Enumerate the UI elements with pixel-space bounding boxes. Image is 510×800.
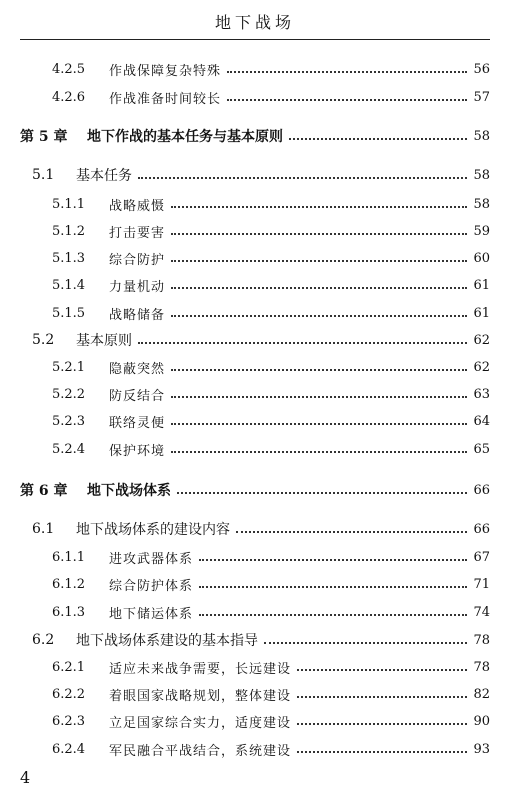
toc-entry-section (32, 164, 490, 186)
toc-entry-number: 6.2.1 (52, 659, 86, 675)
toc-entry-section (32, 329, 490, 351)
toc-entry-page: 65 (473, 441, 490, 457)
toc-entry-number: 6.2.4 (52, 741, 86, 757)
toc-leader-dots (138, 342, 467, 344)
toc-entry-chapter (20, 479, 490, 501)
toc-leader-dots (227, 71, 467, 73)
toc-leader-dots (297, 723, 467, 725)
toc-entry-title: 地下储运体系 (109, 606, 194, 622)
toc-entry-title: 地下战场体系 (87, 483, 171, 499)
toc-leader-dots (289, 138, 467, 140)
toc-entry-number: 第 5 章 (20, 129, 68, 145)
toc-entry-section (32, 518, 490, 540)
toc-entry-title: 适应未来战争需要，长远建设 (109, 661, 292, 677)
toc-entry-page: 61 (473, 305, 490, 321)
toc-entry-number: 6.2.2 (52, 686, 86, 702)
toc-entry-number: 5.1 (32, 167, 55, 183)
toc-entry-sub (52, 220, 490, 242)
toc-entry-page: 93 (473, 741, 490, 757)
toc-entry-number: 6.1 (32, 521, 55, 537)
toc-entry-sub (52, 710, 490, 732)
toc-entry-page: 58 (473, 128, 490, 144)
toc-entry-sub (52, 546, 490, 568)
toc-leader-dots (171, 206, 467, 208)
toc-entry-section (32, 629, 490, 651)
toc-entry-number: 4.2.6 (52, 89, 86, 105)
toc-leader-dots (171, 233, 467, 235)
toc-entry-page: 58 (473, 196, 490, 212)
toc-entry-title: 立足国家综合实力，适度建设 (109, 715, 292, 731)
toc-entry-page: 64 (473, 413, 490, 429)
toc-entry-number: 5.1.1 (52, 196, 86, 212)
toc-entry-number: 5.2.4 (52, 441, 86, 457)
toc-entry-number: 6.1.2 (52, 576, 86, 592)
toc-entry-sub (52, 193, 490, 215)
page-number: 4 (20, 768, 31, 787)
toc-entry-title: 地下作战的基本任务与基本原则 (87, 129, 283, 145)
toc-entry-chapter (20, 125, 490, 147)
toc-entry-sub (52, 438, 490, 460)
toc-entry-sub (52, 601, 490, 623)
toc-entry-sub (52, 683, 490, 705)
toc-entry-page: 74 (473, 604, 490, 620)
toc-entry-page: 71 (473, 576, 490, 592)
toc-entry-title: 战略储备 (109, 307, 166, 323)
toc-entry-title: 联络灵便 (109, 415, 166, 431)
toc-leader-dots (138, 177, 467, 179)
toc-leader-dots (171, 260, 467, 262)
toc-entry-number: 4.2.5 (52, 61, 86, 77)
toc-leader-dots (171, 451, 467, 453)
toc-entry-sub (52, 302, 490, 324)
toc-leader-dots (171, 369, 467, 371)
toc-entry-number: 5.2.3 (52, 413, 86, 429)
toc-entry-title: 进攻武器体系 (109, 551, 194, 567)
toc-entry-page: 61 (473, 277, 490, 293)
toc-entry-title: 综合防护体系 (109, 578, 194, 594)
toc-entry-page: 60 (473, 250, 490, 266)
toc-entry-number: 第 6 章 (20, 483, 68, 499)
toc-entry-page: 78 (473, 632, 490, 648)
toc-entry-page: 58 (473, 167, 490, 183)
toc-entry-title: 综合防护 (109, 252, 166, 268)
toc-leader-dots (297, 751, 467, 753)
toc-entry-number: 5.1.5 (52, 305, 86, 321)
toc-leader-dots (227, 99, 467, 101)
toc-entry-title: 战略威慑 (109, 198, 166, 214)
toc-entry-sub (52, 383, 490, 405)
running-header-title: 地下战场 (214, 13, 295, 32)
toc-entry-number: 5.1.2 (52, 223, 86, 239)
toc-leader-dots (177, 492, 467, 494)
toc-entry-title: 军民融合平战结合，系统建设 (109, 743, 292, 759)
toc-entry-title: 隐蔽突然 (109, 361, 166, 377)
toc-entry-number: 5.2.1 (52, 359, 86, 375)
toc-entry-title: 地下战场体系建设的基本指导 (76, 633, 258, 649)
toc-entry-number: 5.2 (32, 332, 55, 348)
toc-entry-sub (52, 356, 490, 378)
toc-entry-title: 地下战场体系的建设内容 (76, 522, 230, 538)
toc-entry-page: 57 (473, 89, 490, 105)
toc-entry-title: 基本任务 (76, 168, 132, 184)
toc-entry-sub (52, 274, 490, 296)
toc-leader-dots (171, 287, 467, 289)
toc-entry-page: 78 (473, 659, 490, 675)
toc-entry-page: 66 (473, 521, 490, 537)
toc-entry-sub (52, 410, 490, 432)
toc-entry-sub (52, 58, 490, 80)
toc-entry-number: 5.1.4 (52, 277, 86, 293)
toc-entry-sub (52, 738, 490, 760)
toc-entry-title: 力量机动 (109, 279, 166, 295)
toc-entry-title: 着眼国家战略规划，整体建设 (109, 688, 292, 704)
toc-entry-page: 59 (473, 223, 490, 239)
toc-leader-dots (171, 423, 467, 425)
toc-entry-page: 82 (473, 686, 490, 702)
toc-entry-number: 6.1.3 (52, 604, 86, 620)
toc-leader-dots (297, 696, 467, 698)
toc-entry-page: 67 (473, 549, 490, 565)
toc-entry-page: 66 (473, 482, 490, 498)
toc-leader-dots (199, 586, 467, 588)
toc-entry-sub (52, 247, 490, 269)
toc-entry-title: 作战保障复杂特殊 (109, 63, 222, 79)
toc-entry-page: 90 (473, 713, 490, 729)
toc-entry-page: 62 (473, 359, 490, 375)
toc-entry-title: 保护环境 (109, 443, 166, 459)
toc-entry-title: 打击要害 (109, 225, 166, 241)
toc-entry-title: 防反结合 (109, 388, 166, 404)
toc-entry-sub (52, 573, 490, 595)
toc-leader-dots (236, 531, 467, 533)
toc-entry-title: 基本原则 (76, 333, 132, 349)
toc-leader-dots (297, 669, 467, 671)
toc-entry-number: 5.2.2 (52, 386, 86, 402)
toc-entry-page: 56 (473, 61, 490, 77)
toc-entry-sub (52, 656, 490, 678)
toc-entry-number: 6.2 (32, 632, 55, 648)
toc-entry-number: 6.1.1 (52, 549, 86, 565)
toc-entry-title: 作战准备时间较长 (109, 91, 222, 107)
toc-leader-dots (199, 614, 467, 616)
toc-entry-number: 6.2.3 (52, 713, 86, 729)
toc-entry-sub (52, 86, 490, 108)
toc-leader-dots (264, 642, 467, 644)
toc-leader-dots (199, 559, 467, 561)
toc-entry-page: 62 (473, 332, 490, 348)
toc-entry-number: 5.1.3 (52, 250, 86, 266)
toc-entry-page: 63 (473, 386, 490, 402)
toc-leader-dots (171, 315, 467, 317)
toc-leader-dots (171, 396, 467, 398)
